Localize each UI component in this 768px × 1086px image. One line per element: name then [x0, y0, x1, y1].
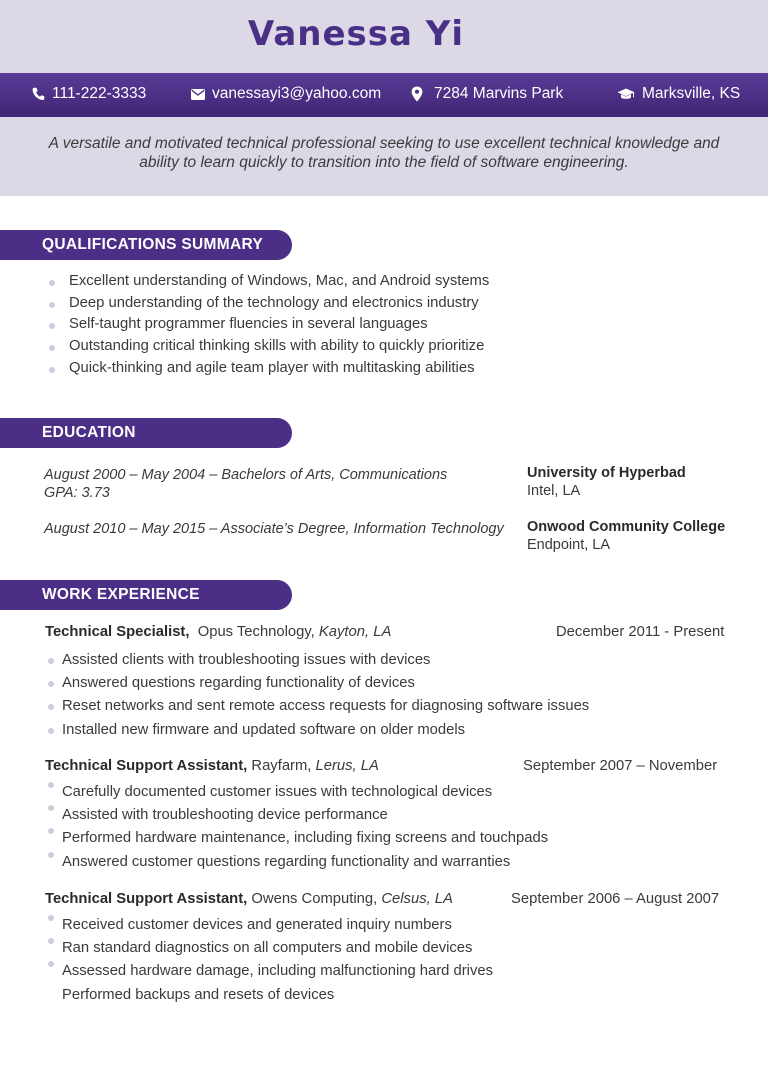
phone-text: 111-222-3333 [52, 85, 147, 102]
list-item: Outstanding critical thinking skills with ability to quickly prioritize [69, 336, 489, 358]
bullet-dot [48, 915, 54, 921]
list-item: Self-taught programmer fluencies in several languages [69, 314, 489, 336]
list-item: Assessed hardware damage, including malfunctioning hard drives [62, 960, 493, 983]
graduation-cap-icon [617, 88, 635, 101]
list-item: Installed new firmware and updated software on older models [62, 719, 589, 742]
education-heading: EDUCATION [0, 418, 292, 448]
qualifications-list [69, 271, 489, 379]
city-text: Marksville, KS [642, 85, 741, 102]
list-item: Received customer devices and generated inquiry numbers [62, 914, 493, 937]
list-item: Quick-thinking and agile team player with multitasking abilities [69, 358, 489, 380]
address-text: 7284 Marvins Park [434, 85, 564, 102]
bullet-dot [49, 280, 55, 286]
bullet-dot [48, 828, 54, 834]
envelope-icon [191, 89, 205, 100]
bullet-dot [48, 852, 54, 858]
list-item: Performed hardware maintenance, including fixing screens and touchpads [62, 827, 548, 850]
list-item: Ran standard diagnostics on all computers and mobile devices [62, 937, 493, 960]
contact-city [617, 85, 740, 103]
list-item: Deep understanding of the technology and electronics industry [69, 293, 489, 315]
bullet-dot [48, 681, 54, 687]
list-item: Reset networks and sent remote access requests for diagnosing software issues [62, 695, 589, 718]
job-dates: September 2006 – August 2007 [511, 891, 720, 907]
list-item: Answered questions regarding functionality of devices [62, 672, 589, 695]
job-bullets [62, 781, 548, 874]
job-dates: December 2011 - Present [556, 624, 725, 640]
school-name: Onwood Community College [527, 519, 726, 535]
bullet-dot [49, 302, 55, 308]
phone-icon [32, 87, 45, 101]
contact-bar [0, 73, 768, 117]
objective-summary: A versatile and motivated technical professional seeking to use excellent technical knowledge and ability to learn quickly to transition into the field of software engineering. [48, 135, 720, 171]
education-entry-1-degree: August 2000 – May 2004 – Bachelors of Arts, Communications GPA: 3.73 [44, 467, 448, 501]
contact-address [411, 85, 563, 103]
list-item: Assisted clients with troubleshooting issues with devices [62, 649, 589, 672]
bullet-dot [48, 782, 54, 788]
bullet-dot [49, 323, 55, 329]
job-bullets [62, 914, 493, 1007]
work-heading: WORK EXPERIENCE [0, 580, 292, 610]
job-dates: September 2007 – November [523, 758, 718, 774]
school-location: Endpoint, LA [527, 537, 611, 553]
bullet-dot [48, 704, 54, 710]
contact-email [191, 85, 381, 103]
bullet-dot [49, 345, 55, 351]
education-entry-2-school [527, 518, 725, 554]
list-item: Carefully documented customer issues with technological devices [62, 781, 548, 804]
job-title-line: Technical Support Assistant, Rayfarm, Lerus, LA [45, 758, 379, 774]
bullet-dot [48, 938, 54, 944]
bullet-dot [48, 658, 54, 664]
bullet-dot [48, 728, 54, 734]
bullet-dot [48, 805, 54, 811]
candidate-name: Vanessa Yi [247, 14, 465, 54]
job-title-line: Technical Support Assistant, Owens Computing, Celsus, LA [45, 891, 453, 907]
list-item: Assisted with troubleshooting device performance [62, 804, 548, 827]
bullet-dot [49, 367, 55, 373]
school-name: University of Hyperbad [527, 465, 686, 481]
email-text[interactable]: vanessayi3@yahoo.com [212, 85, 382, 102]
list-item: Performed backups and resets of devices [62, 986, 335, 1003]
job-bullets [62, 649, 589, 742]
qualifications-heading: QUALIFICATIONS SUMMARY [0, 230, 292, 260]
list-item: Excellent understanding of Windows, Mac, and Android systems [69, 271, 489, 293]
bullet-dot [48, 961, 54, 967]
job-title-line: Technical Specialist, Opus Technology, Kayton, LA [45, 624, 392, 640]
contact-phone [32, 85, 146, 103]
school-location: Intel, LA [527, 483, 581, 499]
education-entry-1-school [527, 464, 686, 500]
map-pin-icon [411, 86, 423, 102]
education-entry-2-degree: August 2010 – May 2015 – Associate’s Degree, Information Technology [44, 521, 504, 537]
list-item: Answered customer questions regarding functionality and warranties [62, 851, 548, 874]
